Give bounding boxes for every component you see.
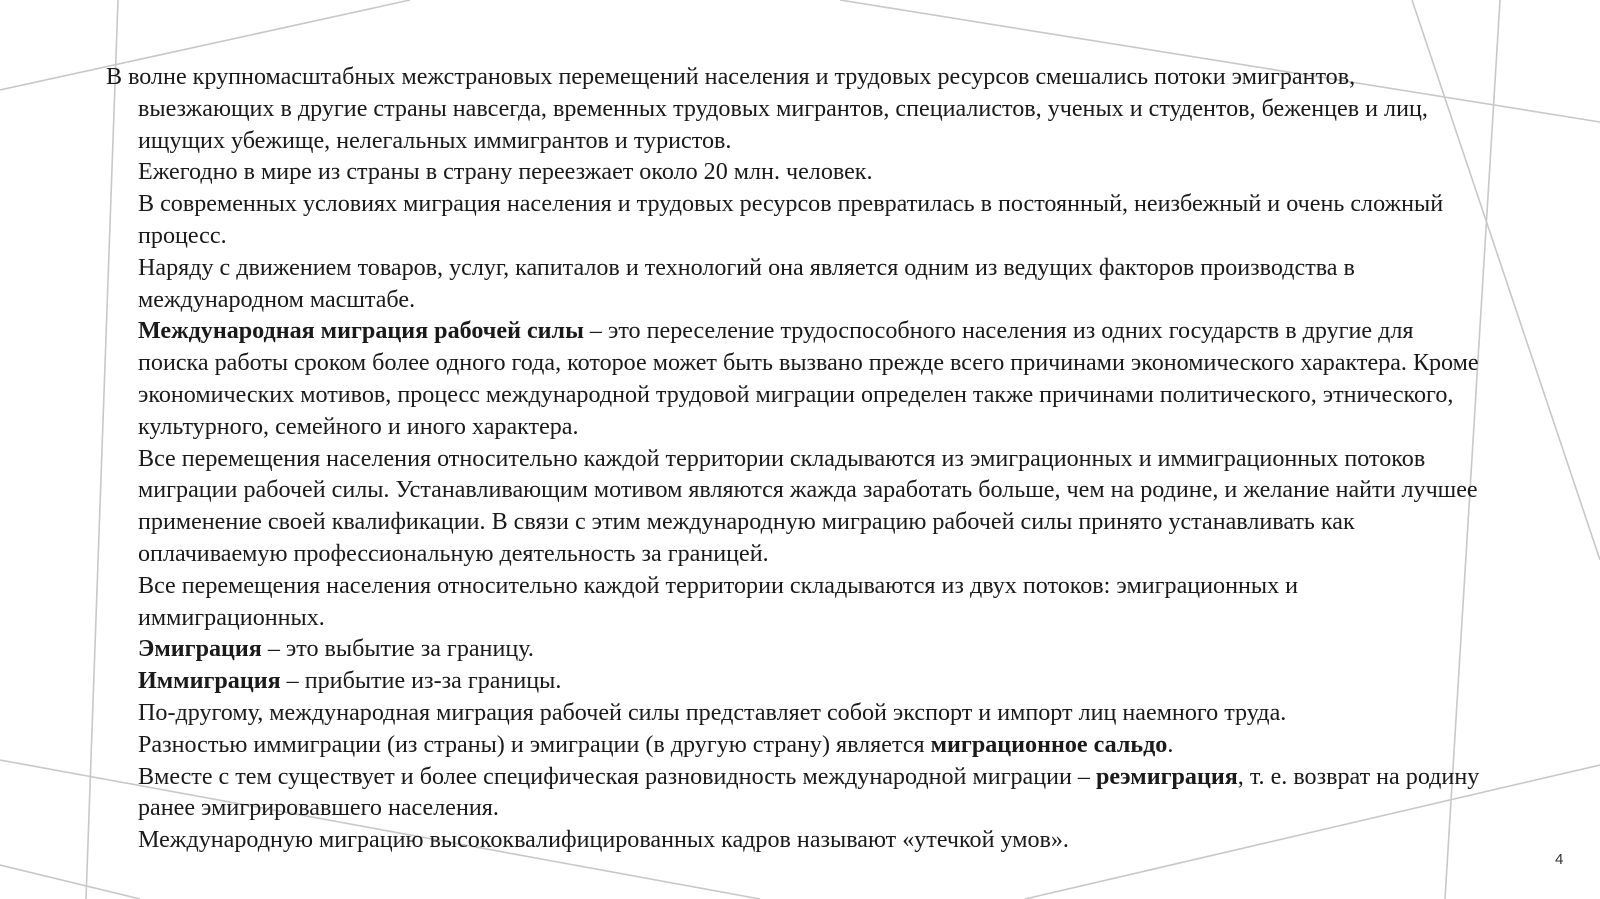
term-reemigration: реэмиграция <box>1096 763 1238 790</box>
term-migration-balance: миграционное сальдо <box>930 731 1168 758</box>
paragraph-annual-migration <box>106 157 1486 189</box>
bg-line <box>0 865 140 899</box>
paragraph-text: Международную миграцию высококвалифицированных кадров называют «утечкой умов». <box>138 827 1069 854</box>
paragraph-text: Все перемещения населения относительно каждой территории складываются из двух потоков: эмиграционных и иммиграционных. <box>138 572 1299 631</box>
paragraph-definition-labor-migration <box>106 316 1486 443</box>
paragraph-text: В современных условиях миграция населения и трудовых ресурсов превратилась в постоянный, неизбежный и очень сложный процесс. <box>138 191 1444 249</box>
paragraph-production-factor <box>106 253 1486 317</box>
paragraph-brain-drain <box>106 825 1486 857</box>
paragraph-text: Наряду с движением товаров, услуг, капиталов и технологий она является одним из ведущих факторов производства в международном масштабе. <box>138 254 1355 313</box>
paragraph-flows <box>106 444 1486 571</box>
paragraph-text: – прибытие из-за границы. <box>280 668 562 695</box>
term-immigration: Иммиграция <box>138 668 281 695</box>
term-emigration: Эмиграция <box>138 636 262 663</box>
paragraph-text: , т. е. возврат на родину ранее эмигрировавшего населения. <box>138 763 1480 822</box>
paragraph-modern-conditions <box>106 189 1486 253</box>
paragraph-text: Ежегодно в мире из страны в страну переезжает около 20 млн. человек. <box>138 159 873 186</box>
paragraph-reemigration <box>106 762 1486 826</box>
paragraph-immigration <box>106 666 1486 698</box>
paragraph-text: В волне крупномасштабных межстрановых перемещений населения и трудовых ресурсов смешались потоки эмигрантов, выезжающих в другие страны навсегда, временных трудовых мигрантов, специалистов, ученых и студентов, беженцев и лиц, ищущих убежище, нелегальных иммигрантов и туристов. <box>106 64 1428 154</box>
paragraph-text: Вместе с тем существует и более специфическая разновидность международной миграции – <box>138 763 1096 790</box>
paragraph-text: По-другому, международная миграция рабочей силы представляет собой экспорт и импорт лиц наемного труда. <box>138 699 1287 726</box>
paragraph-migration-balance <box>106 730 1486 762</box>
paragraph-intro <box>106 62 1486 157</box>
term-labor-migration: Международная миграция рабочей силы <box>138 318 584 345</box>
page-number: 4 <box>1555 851 1564 868</box>
paragraph-text: . <box>1167 731 1174 758</box>
paragraph-export-import <box>106 698 1486 730</box>
paragraph-text: Разностью иммиграции (из страны) и эмиграции (в другую страну) является <box>138 731 931 758</box>
paragraph-two-flows <box>106 571 1486 635</box>
slide-body-text <box>106 62 1486 857</box>
paragraph-text: – это переселение трудоспособного населения из одних государств в другие для поиска работы сроком более одного года, которое может быть вызвано прежде всего причинами экономического характера. Кроме экономических мотивов, процесс международной трудовой миграции определен также причинами политического, этнического, культурного, семейного и иного характера. <box>138 318 1479 440</box>
paragraph-text: – это выбытие за границу. <box>261 636 534 663</box>
paragraph-text: Все перемещения населения относительно каждой территории складываются из эмиграционных и иммиграционных потоков миграции рабочей силы. Устанавливающим мотивом являются жажда заработать больше, чем на родине, и желание найти лучшее применение своей квалификации. В связи с этим международную миграцию рабочей силы принято устанавливать как оплачиваемую профессиональную деятельность за границей. <box>138 445 1478 567</box>
paragraph-emigration <box>106 634 1486 666</box>
